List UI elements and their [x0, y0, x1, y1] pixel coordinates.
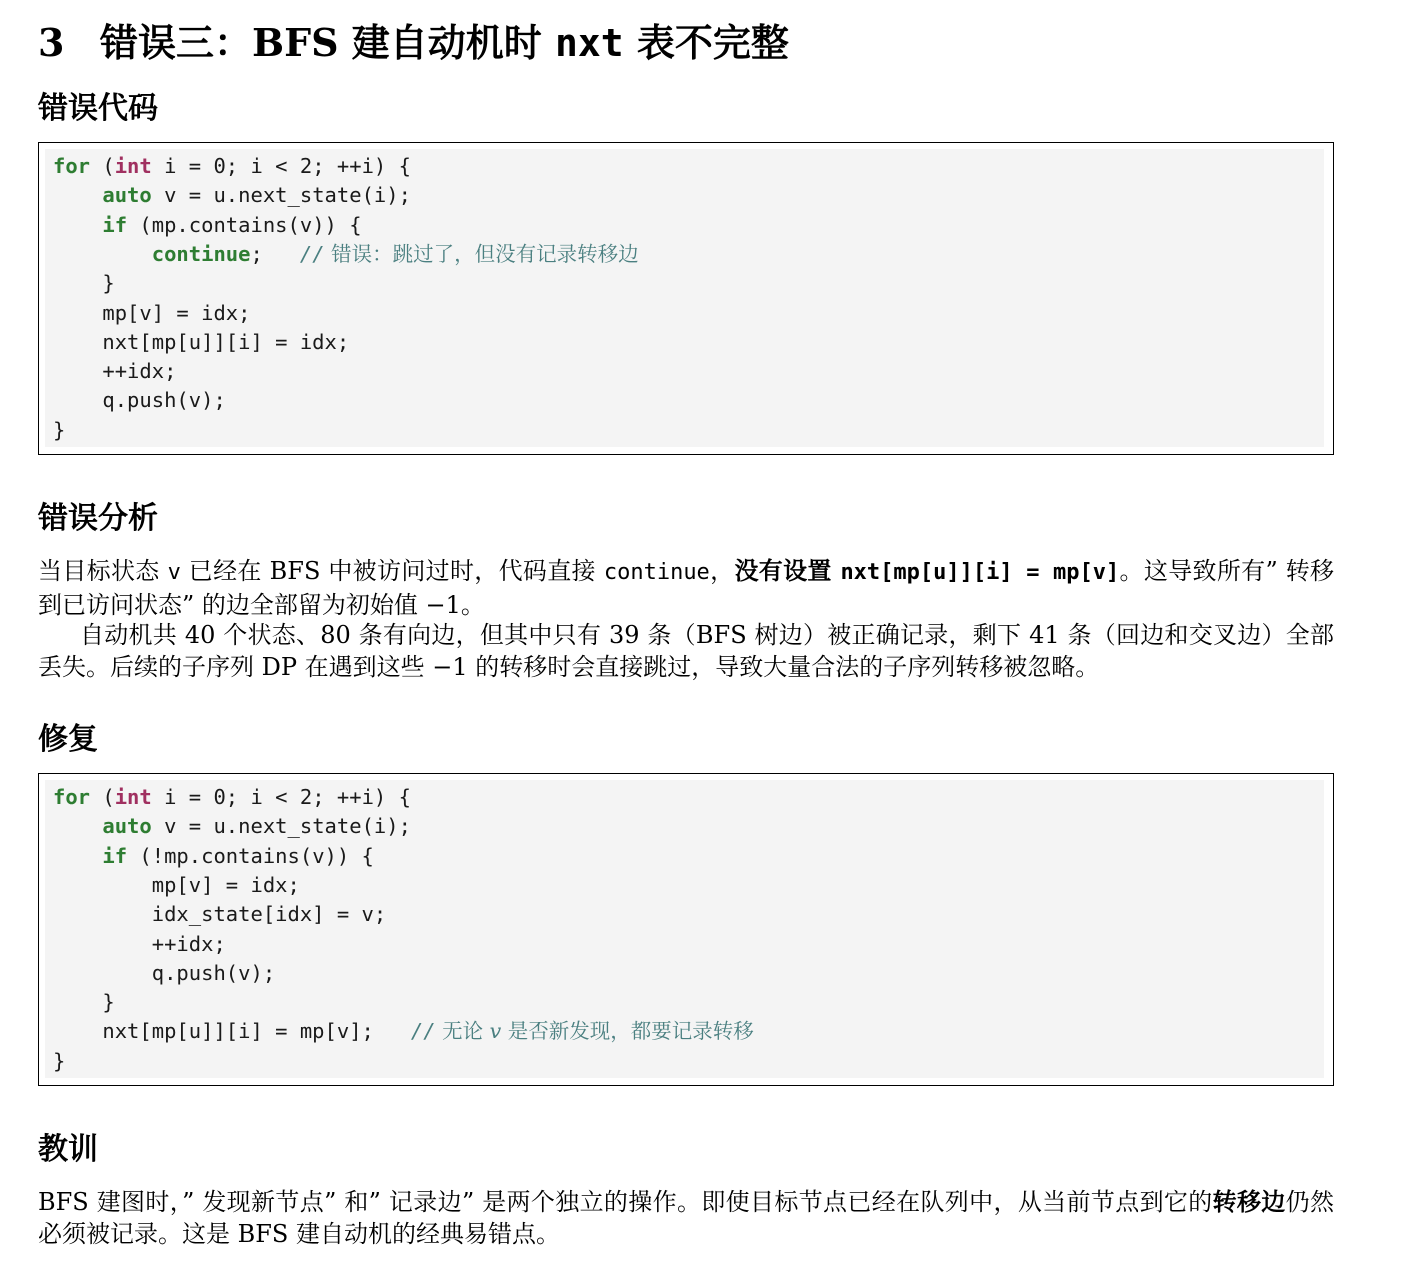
heading-wrong-code: 错误代码	[38, 91, 158, 126]
code-keyword: for	[53, 154, 91, 178]
code-text	[53, 242, 152, 266]
code-text: }	[53, 417, 66, 442]
section-number: 3	[38, 20, 65, 65]
code-text: }	[53, 1048, 66, 1073]
analysis-continue-code: continue	[603, 560, 710, 585]
wrong-code-line	[53, 328, 349, 357]
code-comment: 错误：跳过了，但没有记录转移边	[324, 241, 639, 266]
code-comment-variable: v	[489, 1019, 502, 1044]
code-text: idx_state[idx] = v;	[53, 902, 387, 927]
section-title-code: nxt	[555, 21, 624, 65]
code-keyword: if	[102, 212, 128, 237]
fix-code-line	[53, 988, 115, 1017]
code-text: mp[v] = idx;	[53, 300, 251, 325]
code-text	[53, 814, 102, 838]
code-text: ++idx;	[53, 359, 177, 384]
fix-code-line	[53, 900, 386, 929]
fix-code-line	[53, 812, 411, 841]
code-text: ;	[250, 241, 300, 266]
fix-code-background	[45, 780, 1324, 1078]
code-type: int	[114, 785, 152, 809]
wrong-code-background	[45, 149, 1324, 447]
wrong-code-line	[53, 269, 115, 298]
wrong-code-line	[53, 181, 411, 210]
lesson-bold: 转移边	[1212, 1187, 1286, 1216]
analysis-text-c: ，	[709, 557, 735, 585]
section-title	[38, 20, 789, 66]
fix-code-line	[53, 1047, 65, 1076]
heading-fix: 修复	[38, 722, 98, 757]
wrong-code-line	[53, 416, 65, 445]
code-comment-marker: //	[410, 1019, 436, 1044]
fix-code-line	[53, 871, 300, 900]
code-keyword: for	[53, 785, 91, 809]
code-keyword: auto	[102, 814, 152, 839]
code-text: (mp.contains(v)) {	[127, 212, 362, 237]
code-text	[53, 213, 102, 237]
code-text: mp[v] = idx;	[53, 872, 300, 897]
code-text: v = u.next_state(i);	[151, 814, 411, 839]
code-text: nxt[mp[u]][i] = mp[v];	[53, 1019, 411, 1044]
fix-code-line	[53, 783, 411, 812]
analysis-text-b: 已经在 BFS 中被访问过时，代码直接	[180, 557, 604, 585]
analysis-text-d: 。这导致所有” 转移到已访问状态” 的边全部留为初始值 −1。	[38, 557, 1335, 619]
analysis-bold-cn: 没有设置	[734, 556, 841, 585]
wrong-code-line	[53, 386, 226, 415]
lesson-text-b: 仍然必须被记录。这是 BFS 建自动机的经典易错点。	[38, 1188, 1335, 1248]
analysis-bold-phrase	[734, 556, 1119, 585]
heading-analysis: 错误分析	[38, 501, 158, 536]
code-text: (!mp.contains(v)) {	[127, 843, 374, 868]
code-comment-marker: //	[299, 241, 325, 266]
code-type: int	[114, 154, 152, 178]
code-text: (	[90, 785, 115, 809]
code-comment: 无论	[435, 1019, 490, 1044]
code-text: v = u.next_state(i);	[151, 183, 411, 208]
code-text: (	[90, 154, 115, 178]
code-comment: 是否新发现，都要记录转移	[501, 1019, 754, 1044]
wrong-code-block	[38, 142, 1334, 455]
wrong-code-line	[53, 299, 250, 328]
fix-code-line	[53, 1017, 754, 1046]
code-keyword: if	[102, 843, 128, 868]
analysis-paragraph-2: 自动机共 40 个状态、80 条有向边，但其中只有 39 条（BFS 树边）被正确记录，剩下 41 条（回边和交叉边）全部丢失。后续的子序列 DP 在遇到这些 −1 的转移时会直接跳过，导致大量合法的子序列转移被忽略。	[38, 621, 1334, 681]
code-keyword: auto	[102, 183, 152, 208]
analysis-var-v: v	[167, 560, 181, 585]
lesson-paragraph	[38, 1186, 1334, 1250]
wrong-code-line	[53, 240, 639, 269]
wrong-code-line	[53, 357, 176, 386]
fix-code-line	[53, 842, 374, 871]
code-text: }	[53, 271, 115, 296]
section-title-prefix: 错误三：BFS 建自动机时	[100, 20, 555, 65]
fix-code-block	[38, 773, 1334, 1086]
wrong-code-line	[53, 152, 411, 181]
code-text: nxt[mp[u]][i] = idx;	[53, 329, 350, 354]
section-title-suffix: 表不完整	[623, 20, 789, 65]
code-text: }	[53, 990, 115, 1015]
wrong-code-line	[53, 211, 362, 240]
analysis-bold-code: nxt[mp[u]][i] = mp[v]	[840, 560, 1120, 585]
analysis-text-a: 当目标状态	[38, 557, 168, 585]
code-text: i = 0; i < 2; ++i) {	[151, 154, 411, 178]
analysis-paragraph-1	[38, 555, 1334, 621]
code-text: ++idx;	[53, 931, 226, 956]
heading-lesson: 教训	[38, 1132, 98, 1167]
code-text: q.push(v);	[53, 960, 276, 985]
code-keyword: continue	[151, 241, 251, 266]
code-text	[53, 844, 102, 868]
code-text: q.push(v);	[53, 388, 226, 413]
code-text: i = 0; i < 2; ++i) {	[151, 785, 411, 809]
code-text	[53, 183, 102, 207]
fix-code-line	[53, 959, 275, 988]
fix-code-line	[53, 930, 226, 959]
lesson-text-a: BFS 建图时，” 发现新节点” 和” 记录边” 是两个独立的操作。即使目标节点已经在队列中，从当前节点到它的	[38, 1188, 1213, 1216]
